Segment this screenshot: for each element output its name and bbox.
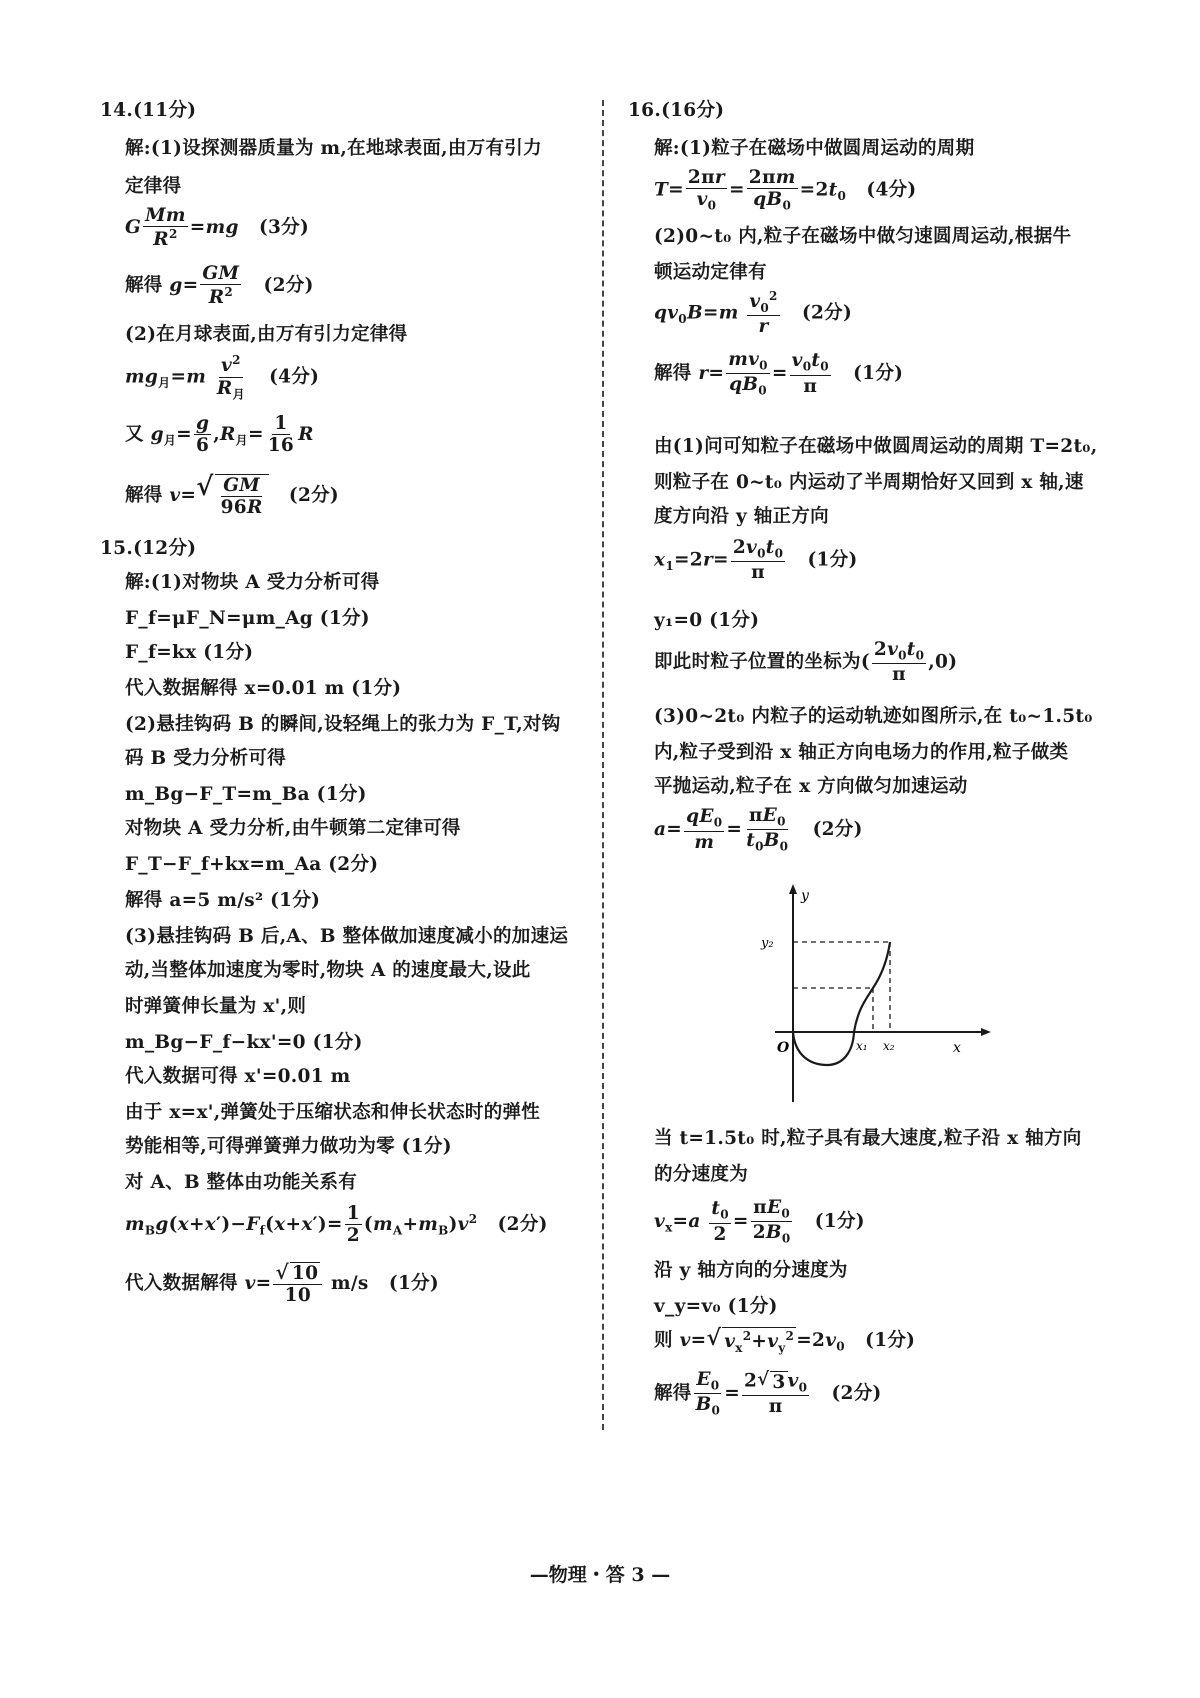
q16-eq-accel: a= $\frac{qE_0}{m}$ = $\frac{\pi E_0}{t_0B_0}$ (2分) [654,805,863,854]
q16-score-16: (2分) [812,818,863,840]
q16-line-3: (2)0~t₀ 内,粒子在磁场中做匀速圆周运动,根据牛 [654,226,1072,247]
q15-line-1: 解:(1)对物块 A 受力分析可得 [125,572,380,593]
q16-line-17: 当 t=1.5t₀ 时,粒子具有最大速度,粒子沿 x 轴方向 [654,1128,1082,1149]
q15-line-4: 代入数据解得 x=0.01 m (1分) [125,678,402,699]
trajectory-curve [793,942,890,1065]
q15-line-8: 对物块 A 受力分析,由牛顿第二定律可得 [125,818,461,839]
q14-eq-v: 解得 v= √ $\frac{GM}{96R}$ (2分) [125,472,339,519]
q15-line-16: 由于 x=x',弹簧处于压缩状态和伸长状态时的弹性 [125,1102,541,1123]
label-x2: x₂ [883,1039,895,1053]
label-y: y [801,888,809,904]
q15-header: 15.(12分) [100,538,197,559]
trajectory-graph [755,880,1005,1105]
q16-score-5: (2分) [801,302,853,324]
q16-line-8: 则粒子在 0~t₀ 内运动了半周期恰好又回到 x 轴,速 [654,472,1084,493]
q15-line-14: m_Bg−F_f−kx'=0 (1分) [125,1032,363,1053]
q14-score-4: (2分) [288,484,339,506]
q14-line-2: 定律得 [125,176,182,197]
q15-line-13: 时弹簧伸长量为 x',则 [125,996,307,1017]
q15-line-12: 动,当整体加速度为零时,物块 A 的速度最大,设此 [125,960,531,981]
q15-line-6: 码 B 受力分析可得 [125,748,287,769]
q14-eq-g: 解得 g= $\frac{GM}{R^2}$ (2分) [125,263,314,309]
y-axis-arrow-icon [789,884,797,894]
label-x1: x₁ [856,1039,868,1053]
q16-eq-x1: $x_1=2r=$ $\frac{2v_0t_0}{\pi}$ (1分) [654,537,858,584]
q16-line-20: 沿 y 轴方向的分速度为 [654,1260,848,1281]
column-divider [602,100,604,1430]
q16-eq-period: T= $\frac{2\pi r}{v_0}$ = $\frac{2\pi m}{qB_0}$ $=2t_0$ (4分) [654,167,917,214]
q16-eq-coordinate: 即此时粒子位置的坐标为( $\frac{2v_0t_0}{\pi}$ ,0) [654,639,958,686]
q15-line-11: (3)悬挂钩码 B 后,A、B 整体做加速度减小的加速运 [125,926,569,947]
q15-eq-v: 代入数据解得 v= √ 10 10 m/s (1分) [125,1260,439,1307]
q16-line-1: 解:(1)粒子在磁场中做圆周运动的周期 [654,138,975,159]
q16-line-13: (3)0~2t₀ 内粒子的运动轨迹如图所示,在 t₀~1.5t₀ [654,706,1093,727]
q15-line-15: 代入数据可得 x'=0.01 m [125,1066,351,1087]
q15-line-9: F_T−F_f+kx=m_Aa (2分) [125,854,379,875]
q16-score-10: (1分) [807,549,858,571]
q16-line-7: 由(1)问可知粒子在磁场中做圆周运动的周期 T=2t₀, [654,436,1098,457]
q16-eq-vx: $v_x=a$ $\frac{t_0}{2}$ = $\frac{\pi E_0}{2B_0}$ (1分) [654,1197,865,1246]
q16-line-4: 顿运动定律有 [654,262,767,283]
q15-line-3: F_f=kx (1分) [125,642,254,663]
q14-line-1: 解:(1)设探测器质量为 m,在地球表面,由万有引力 [125,138,542,159]
q15-line-5: (2)悬挂钩码 B 的瞬间,设轻绳上的张力为 F_T,对钩 [125,714,561,735]
q14-header: 14.(11分) [100,100,197,121]
q16-score-22: (1分) [865,1330,916,1351]
q16-line-11: y₁=0 (1分) [654,610,760,631]
q15-line-17: 势能相等,可得弹簧弹力做功为零 (1分) [125,1136,452,1157]
q16-eq-ratio: 解得 $\frac{E_0}{B_0}$ = 2 √ 3 $v_0$ π (2分) [654,1369,882,1418]
q16-header: 16.(16分) [628,100,725,121]
label-x: x [953,1040,961,1056]
q16-line-21: v_y=v₀ (1分) [654,1296,778,1317]
x-axis-arrow-icon [981,1028,991,1036]
q16-score-19: (1分) [814,1210,865,1232]
q14-eq-moon-params: 又 $g_月=$ $\frac{g}{6}$ $,R_月=$ $\frac{1}{16}$ R [125,413,314,457]
q16-score-23: (2分) [831,1382,882,1404]
label-y2: y₂ [761,936,774,951]
page-footer: —物理・答 3 — [529,1564,671,1586]
q14-score-3: (4分) [269,366,320,388]
q16-eq-v: 则 v= √ $v_x^2+v_y^2$ $=2v_0$ (1分) [654,1325,916,1355]
q15-eq-energy: $m_Bg(x+x')-F_f(x+x')=$ $\frac{1}{2}$ $(m_A+m_B)v^2$ (2分) [125,1203,548,1247]
label-origin: O [777,1040,790,1056]
q15-line-7: m_Bg−F_T=m_Ba (1分) [125,784,367,805]
q15-line-2: F_f=μF_N=μm_Ag (1分) [125,608,370,629]
q15-score-19: (2分) [497,1213,548,1235]
q15-line-18: 对 A、B 整体由功能关系有 [125,1172,358,1193]
q14-eq-moon: $mg_月=m$ $\frac{v^2}{R_月}$ (4分) [125,353,320,402]
q14-score-2: (2分) [263,275,314,296]
q14-line-5: (2)在月球表面,由万有引力定律得 [125,324,408,345]
q16-line-9: 度方向沿 y 轴正方向 [654,506,829,527]
q15-line-10: 解得 a=5 m/s² (1分) [125,890,321,911]
q16-score-6: (1分) [853,362,904,384]
q16-score-2: (4分) [866,179,917,201]
q16-line-14: 内,粒子受到沿 x 轴正方向电场力的作用,粒子做类 [654,742,1069,763]
q16-eq-radius: 解得 r= $\frac{mv_0}{qB_0}$ = $\frac{v_0t_0}{\pi}$ (1分) [654,349,904,398]
q16-line-18: 的分速度为 [654,1164,749,1185]
q14-eq-gravity: G $\frac{Mm}{R^2}$ =mg (3分) [125,205,310,251]
q15-score-20: (1分) [388,1272,439,1294]
q16-eq-lorentz: $qv_0B=m$ $\frac{v_0^2}{r}$ (2分) [654,289,853,338]
q16-line-15: 平抛运动,粒子在 x 方向做匀加速运动 [654,776,968,797]
q14-score-1: (3分) [258,217,310,238]
